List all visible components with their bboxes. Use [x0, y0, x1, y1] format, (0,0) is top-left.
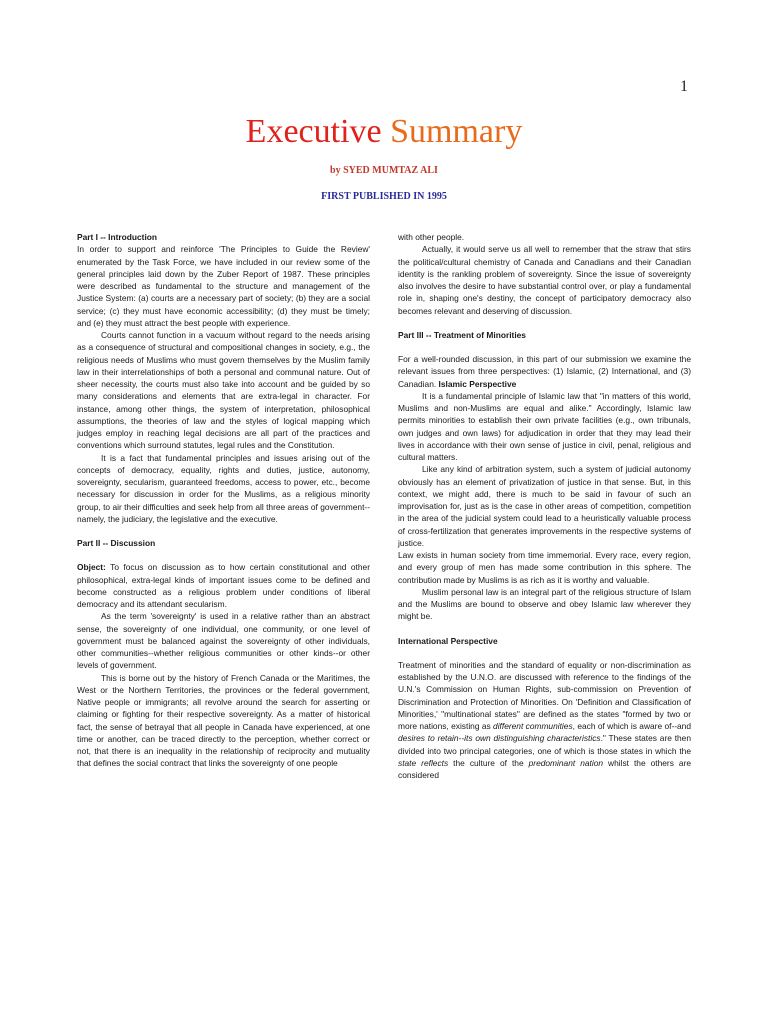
paragraph: with other people. — [398, 232, 465, 242]
part-2-heading: Part II -- Discussion — [77, 538, 156, 548]
object-text: To focus on discussion as to how certain constitutional and other philosophical, extra-legal kinds of important issues come to be defined and become constructed as a religious problem under conditions of liberal democracy and its attendant secularism. — [77, 562, 370, 609]
paragraph: This is borne out by the history of French Canada or the Maritimes, the West or the Northern Territories, the provinces or the federal government, Native people or immigrants; all revolve around the search for asserting or claiming or fighting for their respective sovereignty. As a matter of historical fact, the sense of betrayal that all people in Canada have experienced, at one time or another, can be traced directly to the perception, whether correct or not, that there is an inequality in the relationship of reciprocity and mutuality that defines the social contract that links the sovereignty of one people — [77, 672, 370, 769]
paragraph-text: , each of which is aware of--and — [572, 721, 691, 731]
paragraph: Muslim personal law is an integral part of the religious structure of Islam and the Muslims are bound to observe and obey Islamic law wherever they might be. — [398, 586, 691, 622]
author-byline: by SYED MUMTAZ ALI — [330, 165, 438, 176]
paragraph: In order to support and reinforce 'The Principles to Guide the Review' enumerated by the Task Force, we have included in our review some of the general principles laid down by the Zuber Report of 1987. These principles were described as fundamental to the structure and management of the Justice System: (a) courts are a necessary part of society; (b) they are a social service; (c) they must have economic accessibility; (d) they must be timely; and (e) they must attract the best people with experience. — [77, 244, 370, 328]
page-number: 1 — [680, 78, 688, 95]
paragraph: As the term 'sovereignty' is used in a relative rather than an abstract sense, the sovereignty of one individual, one community, or one level of government must be balanced against the sovereignty of other individuals, other communities--whether religious communities or other kinds--or other levels of government. — [77, 611, 370, 671]
title-word-summary: Summary — [390, 113, 523, 150]
emphasis-text: desires to retain--its own distinguishing characteristics — [398, 733, 601, 744]
paragraph: Actually, it would serve us all well to remember that the straw that stirs the political/cultural chemistry of Canada and Canadians and their Canadian identity is the rankling problem of sovereignty. Since the issue of sovereignty also involves the desire to have substantial control over, or play a fundamental role in, shaping one's destiny, the concept of participatory democracy also becomes relevant and deserving of discussion. — [398, 244, 691, 316]
page-title — [0, 112, 768, 152]
publication-note: FIRST PUBLISHED IN 1995 — [321, 191, 447, 202]
islamic-perspective-heading: Islamic Perspective — [438, 378, 517, 389]
emphasis-text: different communities — [493, 721, 573, 731]
part-1-heading: Part I -- Introduction — [77, 232, 158, 242]
paragraph: Law exists in human society from time immemorial. Every race, every region, and every group of men has made some contribution in this sphere. The contribution made by Muslims is as rich as it is worthy and valuable. — [398, 550, 691, 585]
paragraph-text: ." These states are then divided into two principal categories, one of which is those states in which the — [398, 733, 691, 756]
paragraph — [398, 353, 691, 390]
part-3-heading: Part III -- Treatment of Minorities — [398, 329, 526, 340]
paragraph-text: whilst the others are considered — [398, 757, 692, 780]
title-word-executive: Executive — [245, 113, 382, 150]
paragraph-text: the culture of the — [448, 757, 529, 768]
emphasis-text: state reflects — [398, 757, 449, 768]
paragraph-text: For a well-rounded discussion, in this part of our submission we examine the relevant issues from three perspectives: (1) Islamic, (2) International, and (3) Canadian. — [398, 354, 691, 389]
paragraph: It is a fundamental principle of Islamic law that "in matters of this world, Muslims and non-Muslims are equal and alike." Accordingly, Islamic law permits minorities to establish their own private facilities (e.g., own tribunals, own judges and own laws) for adjudication in order that they may lead their lives in accordance with their own sense of justice in civil, penal, religious and cultural matters. — [398, 390, 691, 462]
paragraph: Like any kind of arbitration system, such a system of judicial autonomy obviously has an element of privatization of justice in that sense. But, in this context, we might add, there is much to be said in favour of such an improvisation for, just as is the case in other areas of competition, competition in the area of the judicial system could lead to a heuristically valuable process of cross-fertilization that generates improvements in the respective systems of justice. — [398, 464, 691, 548]
object-label: Object: — [77, 562, 106, 573]
left-column — [77, 231, 370, 770]
emphasis-text: predominant nation — [528, 757, 604, 768]
object-paragraph — [77, 561, 370, 610]
paragraph-text: Treatment of minorities and the standard of equality or non-discrimination as established by the U.N.O. are discussed with reference to the findings of the U.N.'s Commission on Human Rights, sub-commission on Prevention of Discrimination and Protection of Minorities. On 'Definition and Classification of Minorities,' "multinational states" are defined as the states "formed by two or more nations, existing as — [398, 659, 691, 731]
right-column — [398, 231, 691, 781]
paragraph: It is a fact that fundamental principles and issues arising out of the concepts of democracy, equality, rights and duties, justice, autonomy, sovereignty, secularism, guaranteed freedoms, access to power, etc., become necessary for discussion in order for the Muslims, as a religious minority group, to air their difficulties and seek help from all three areas of government--namely, the judiciary, the legislative and the executive. — [77, 452, 370, 524]
international-perspective-heading: International Perspective — [398, 635, 498, 646]
paragraph: Courts cannot function in a vacuum without regard to the needs arising as a consequence of structural and compositional changes in society, e.g., the religious needs of Muslims who must govern themselves by the Muslim family law in their interrelationships of both a personal and communal nature. Out of sheer necessity, the courts must also take into account and be guided by so many considerations and elements that are extra-legal in character. For instance, among other things, the system of interpretation, philosophical assumptions, the theories of law and the styles of logical mapping which judges employ in reaching legal decisions are all part of the practices and conventions which surround statutes, legal rules and the Constitution. — [77, 330, 370, 451]
paragraph — [398, 659, 691, 782]
